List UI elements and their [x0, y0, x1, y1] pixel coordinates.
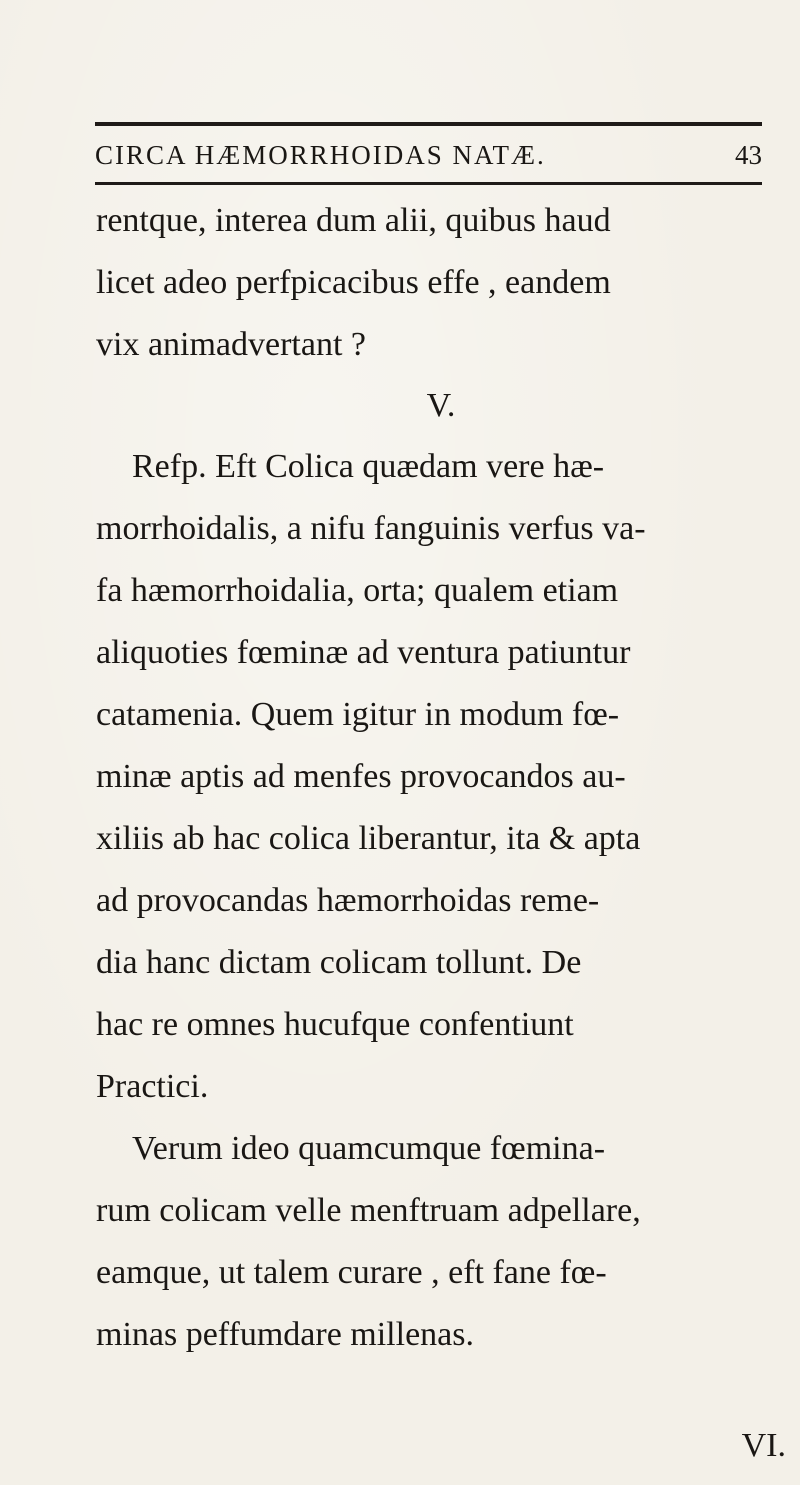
- text-line: vix animadvertant ?: [96, 326, 367, 363]
- text-line: licet adeo perfpicacibus effe , eandem: [96, 264, 611, 301]
- text-line: Refp. Eft Colica quædam vere hæ-: [132, 448, 605, 485]
- running-head-title: CIRCA HÆMORRHOIDAS NATÆ.: [95, 140, 546, 170]
- text-line: hac re omnes hucufque confentiunt: [96, 1006, 574, 1043]
- catchword: VI.: [741, 1427, 786, 1464]
- running-head: [95, 130, 762, 180]
- text-line: eamque, ut talem curare , eft fane fœ-: [96, 1254, 607, 1291]
- text-line: aliquoties fœminæ ad ventura patiuntur: [96, 634, 631, 671]
- page-number: 43: [735, 140, 762, 170]
- text-line: xiliis ab hac colica liberantur, ita & apta: [96, 820, 641, 857]
- text-line: rum colicam velle menftruam adpellare,: [96, 1192, 641, 1229]
- text-line: catamenia. Quem igitur in modum fœ-: [96, 696, 620, 733]
- text-line: morrhoidalis, a nifu fanguinis verfus va-: [96, 510, 646, 547]
- section-number: V.: [426, 387, 456, 424]
- text-line: Verum ideo quamcumque fœmina-: [132, 1130, 606, 1167]
- text-line: minas peffumdare millenas.: [96, 1316, 474, 1353]
- text-line: ad provocandas hæmorrhoidas reme-: [96, 882, 600, 919]
- text-line: dia hanc dictam colicam tollunt. De: [96, 944, 582, 981]
- text-line: minæ aptis ad menfes provocandos au-: [96, 758, 626, 795]
- header-rule-bottom: [95, 182, 762, 185]
- text-line: rentque, interea dum alii, quibus haud: [96, 202, 611, 239]
- text-line: fa hæmorrhoidalia, orta; qualem etiam: [96, 572, 619, 609]
- text-line: Practici.: [96, 1068, 209, 1105]
- header-rule-top: [95, 122, 762, 126]
